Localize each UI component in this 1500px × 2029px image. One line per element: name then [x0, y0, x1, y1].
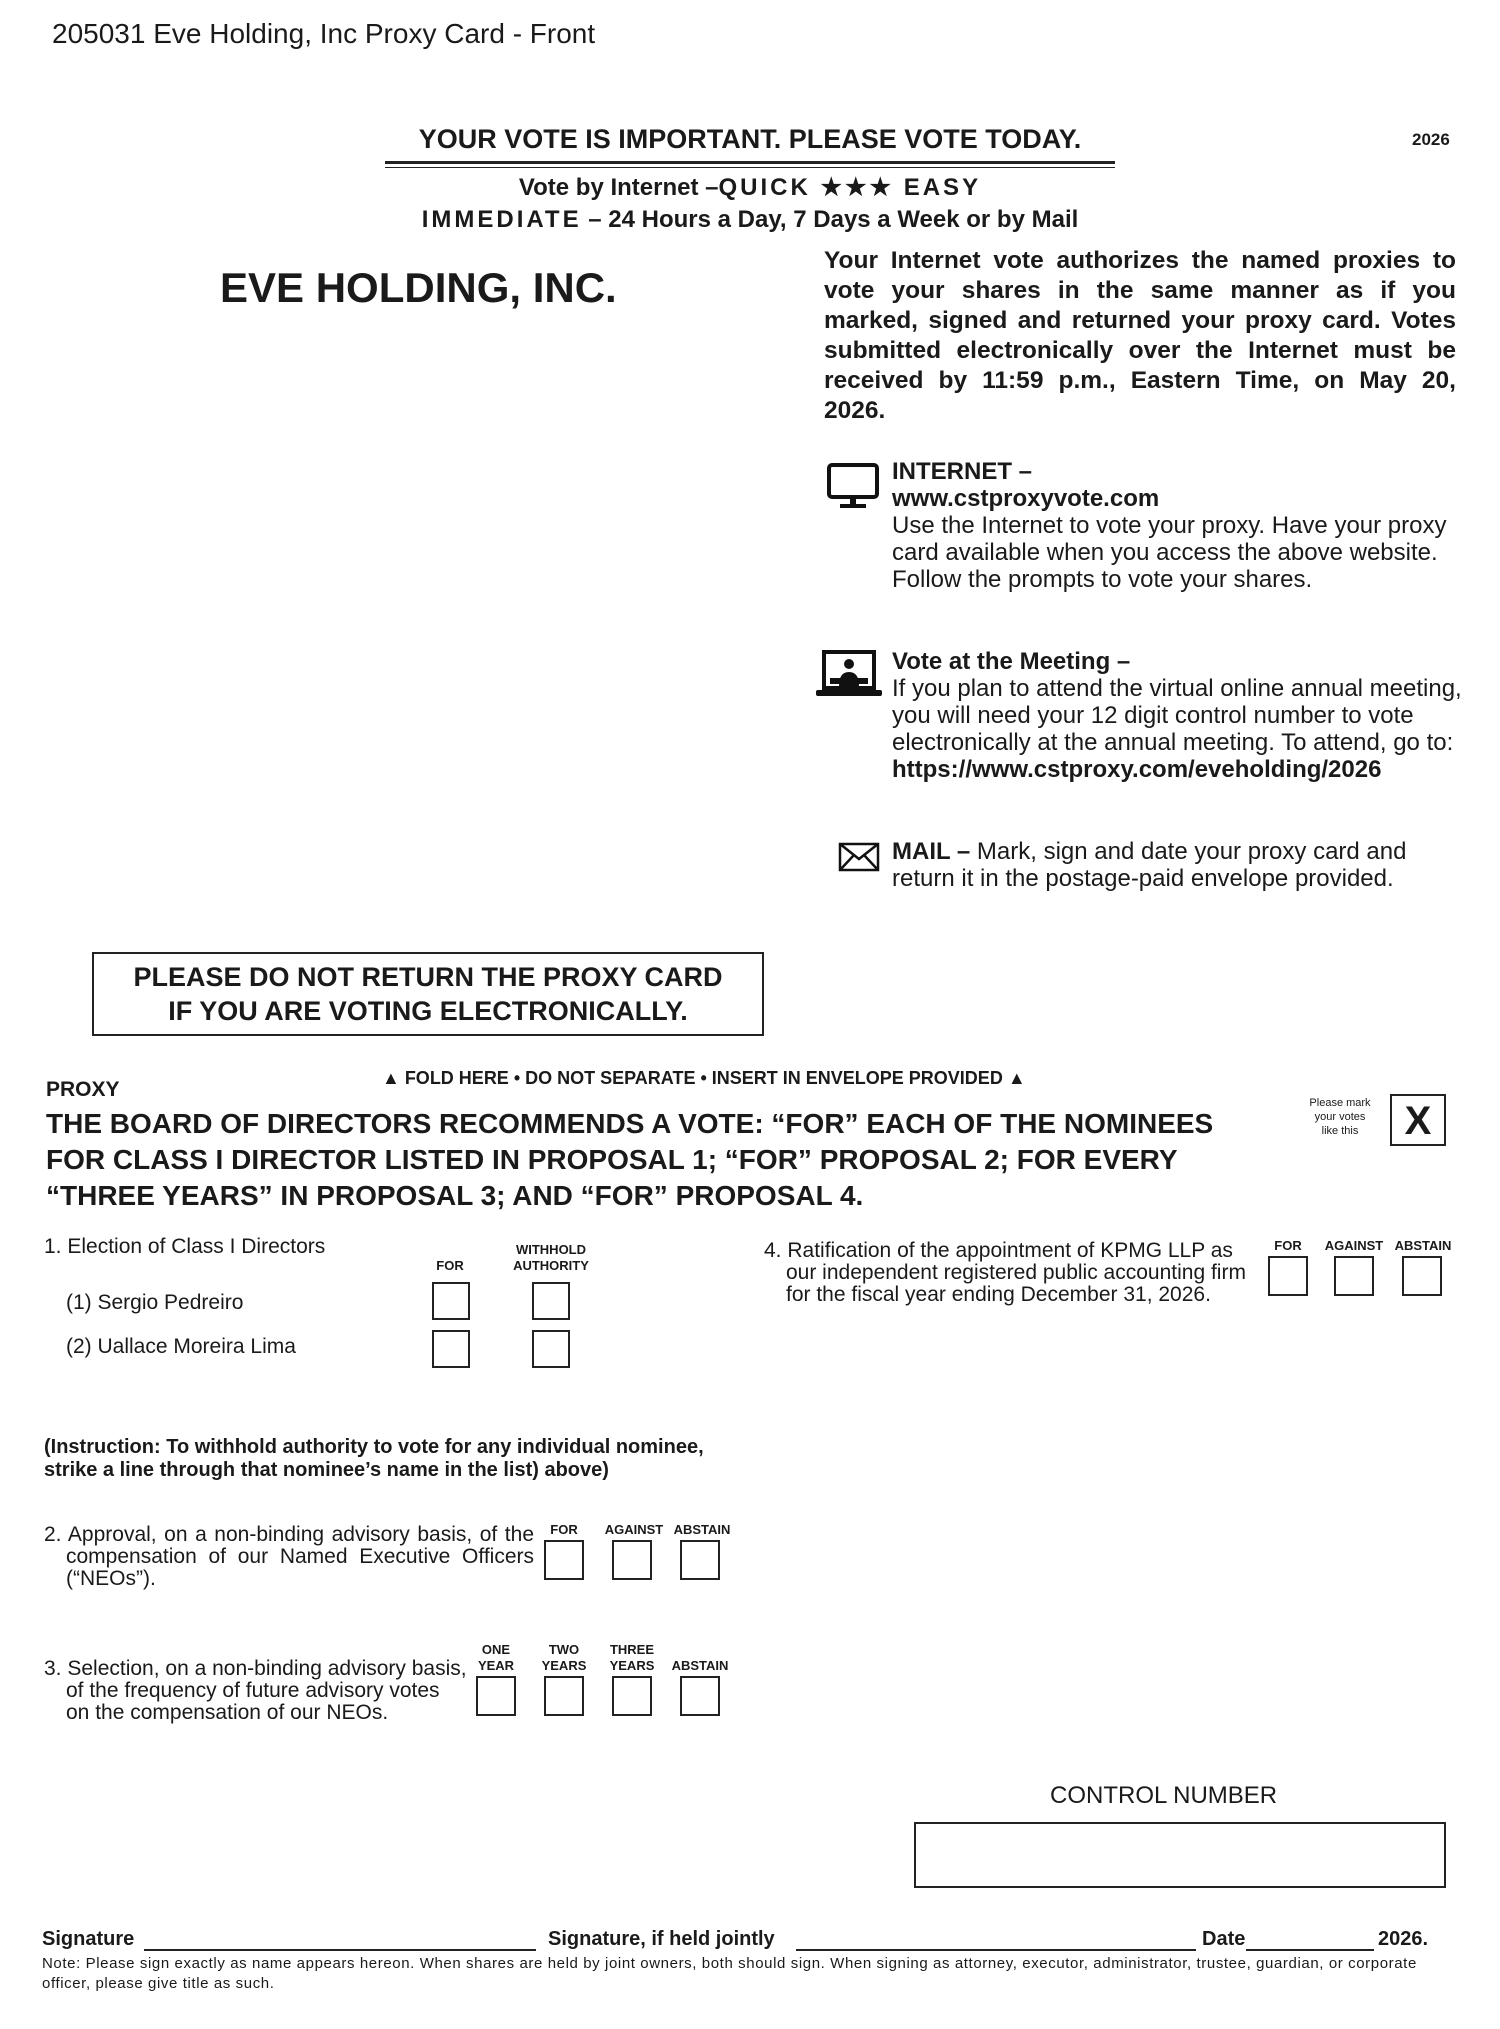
board-recommendation: THE BOARD OF DIRECTORS RECOMMENDS A VOTE: “FOR” EACH OF THE NOMINEES FOR CLASS I DIRECTOR LISTED IN PROPOSAL 1; “FOR” PROPOSAL 2; FOR EVERY “THREE YEARS” IN PROPOSAL 3; AND “FOR” PROPOSAL 4. [46, 1108, 1214, 1211]
proposal3-three-years-checkbox[interactable] [612, 1676, 652, 1716]
proposal2-col-abstain: ABSTAIN [673, 1522, 731, 1537]
proposal1-title: 1. Election of Class I Directors [44, 1235, 326, 1258]
internet-method: INTERNET – www.cstproxyvote.com Use the Internet to vote your proxy. Have your proxy card available when you access the above website. Follow the prompts to vote your shares. [892, 458, 1452, 593]
proposal3-col-one-year: ONE YEAR [477, 1642, 515, 1673]
proposal3-col-abstain: ABSTAIN [671, 1658, 729, 1673]
envelope-icon [838, 842, 880, 872]
nominee-2-withhold-checkbox[interactable] [532, 1330, 570, 1368]
date-field[interactable] [1246, 1928, 1374, 1951]
mark-example-text: Please mark your votes like this [1309, 1097, 1371, 1137]
vote-method-line2: IMMEDIATE – 24 Hours a Day, 7 Days a Week or by Mail [421, 206, 1079, 233]
control-number-label: CONTROL NUMBER [1050, 1782, 1278, 1809]
proposal3-text: 3. Selection, on a non-binding advisory basis, of the frequency of future advisory votes on the compensation of our NEOs. [44, 1657, 467, 1724]
proposal4-col-abstain: ABSTAIN [1394, 1238, 1452, 1253]
proposal4-col-against: AGAINST [1324, 1238, 1384, 1253]
joint-signature-field[interactable] [796, 1928, 1196, 1951]
meeting-method: Vote at the Meeting – If you plan to attend the virtual online annual meeting, you will need your 12 digit control number to vote electronically at the annual meeting. To attend, go to: https://www.cstproxy.com/eveholding/2026 [892, 648, 1462, 783]
internet-vote-url[interactable]: www.cstproxyvote.com [892, 485, 1160, 512]
proposal2-for-checkbox[interactable] [544, 1540, 584, 1580]
vote-method-line1: Vote by Internet –QUICK ★★★ EASY [518, 174, 982, 201]
nominee-1-for-checkbox[interactable] [432, 1282, 470, 1320]
fold-line: ▲ FOLD HERE • DO NOT SEPARATE • INSERT IN ENVELOPE PROVIDED ▲ [382, 1068, 1026, 1088]
electronic-voting-warning: PLEASE DO NOT RETURN THE PROXY CARD IF YOU ARE VOTING ELECTRONICALLY. [92, 952, 764, 1036]
nominee-1-withhold-checkbox[interactable] [532, 1282, 570, 1320]
proposal2-col-for: FOR [550, 1522, 578, 1537]
proposal4-col-for: FOR [1274, 1238, 1302, 1253]
signature-label: Signature [42, 1928, 135, 1950]
monitor-icon [826, 462, 880, 510]
proposal3-col-two-years: TWO YEARS [541, 1642, 587, 1673]
joint-signature-label: Signature, if held jointly [548, 1928, 775, 1950]
internet-notice: Your Internet vote authorizes the named proxies to vote your shares in the same manner as if you marked, signed and returned your proxy card. Votes submitted electronically over the Internet must be received by 11:59 p.m., Eastern Time, on May 20, 2026. [824, 247, 1456, 424]
year-tag: 2026 [1412, 130, 1450, 149]
signature-field[interactable] [144, 1928, 536, 1951]
proposal4-for-checkbox[interactable] [1268, 1256, 1308, 1296]
nominee-2: (2) Uallace Moreira Lima [66, 1335, 296, 1358]
proposal2-against-checkbox[interactable] [612, 1540, 652, 1580]
proposal2-text: 2. Approval, on a non-binding advisory basis, of the compensation of our Named Executive Officers (“NEOs”). [44, 1523, 534, 1590]
proposal3-col-three-years: THREE YEARS [609, 1642, 655, 1673]
mark-example-box: X [1390, 1094, 1446, 1146]
control-number-box[interactable] [914, 1822, 1446, 1888]
proposal2-col-against: AGAINST [604, 1522, 664, 1537]
proposal1-col-withhold: WITHHOLD AUTHORITY [513, 1242, 589, 1273]
proposal4-abstain-checkbox[interactable] [1402, 1256, 1442, 1296]
vote-header [380, 124, 1120, 234]
date-label: Date [1202, 1928, 1246, 1950]
proposal4-text: 4. Ratification of the appointment of KPMG LLP as our independent registered public accounting firm for the fiscal year ending December 31, 2026. [764, 1239, 1246, 1306]
proposal3-abstain-checkbox[interactable] [680, 1676, 720, 1716]
proposal2-abstain-checkbox[interactable] [680, 1540, 720, 1580]
proposal4-against-checkbox[interactable] [1334, 1256, 1374, 1296]
date-year: 2026. [1378, 1928, 1429, 1950]
company-name: EVE HOLDING, INC. [220, 264, 617, 311]
nominee-2-for-checkbox[interactable] [432, 1330, 470, 1368]
laptop-presenter-icon [814, 648, 884, 700]
page-label: 205031 Eve Holding, Inc Proxy Card - Front [52, 18, 596, 49]
headline: YOUR VOTE IS IMPORTANT. PLEASE VOTE TODAY. [418, 124, 1082, 154]
signature-line [42, 1928, 1462, 1954]
signing-note: Note: Please sign exactly as name appears hereon. When shares are held by joint owners, both should sign. When signing as attorney, executor, administrator, trustee, guardian, or corporate officer, please give title as such. [42, 1955, 1417, 1992]
nominee-1: (1) Sergio Pedreiro [66, 1291, 244, 1314]
proposal3-two-years-checkbox[interactable] [544, 1676, 584, 1716]
headline-double-rule [385, 161, 1115, 168]
proxy-label: PROXY [46, 1078, 120, 1101]
proposal3-one-year-checkbox[interactable] [476, 1676, 516, 1716]
proposal1-col-for: FOR [436, 1258, 464, 1273]
meeting-url[interactable]: https://www.cstproxy.com/eveholding/2026 [892, 756, 1382, 783]
withhold-instruction: (Instruction: To withhold authority to vote for any individual nominee, strike a line through that nominee’s name in the list) above) [44, 1436, 704, 1481]
mail-method: MAIL – Mark, sign and date your proxy card and return it in the postage-paid envelope provided. [892, 838, 1407, 892]
